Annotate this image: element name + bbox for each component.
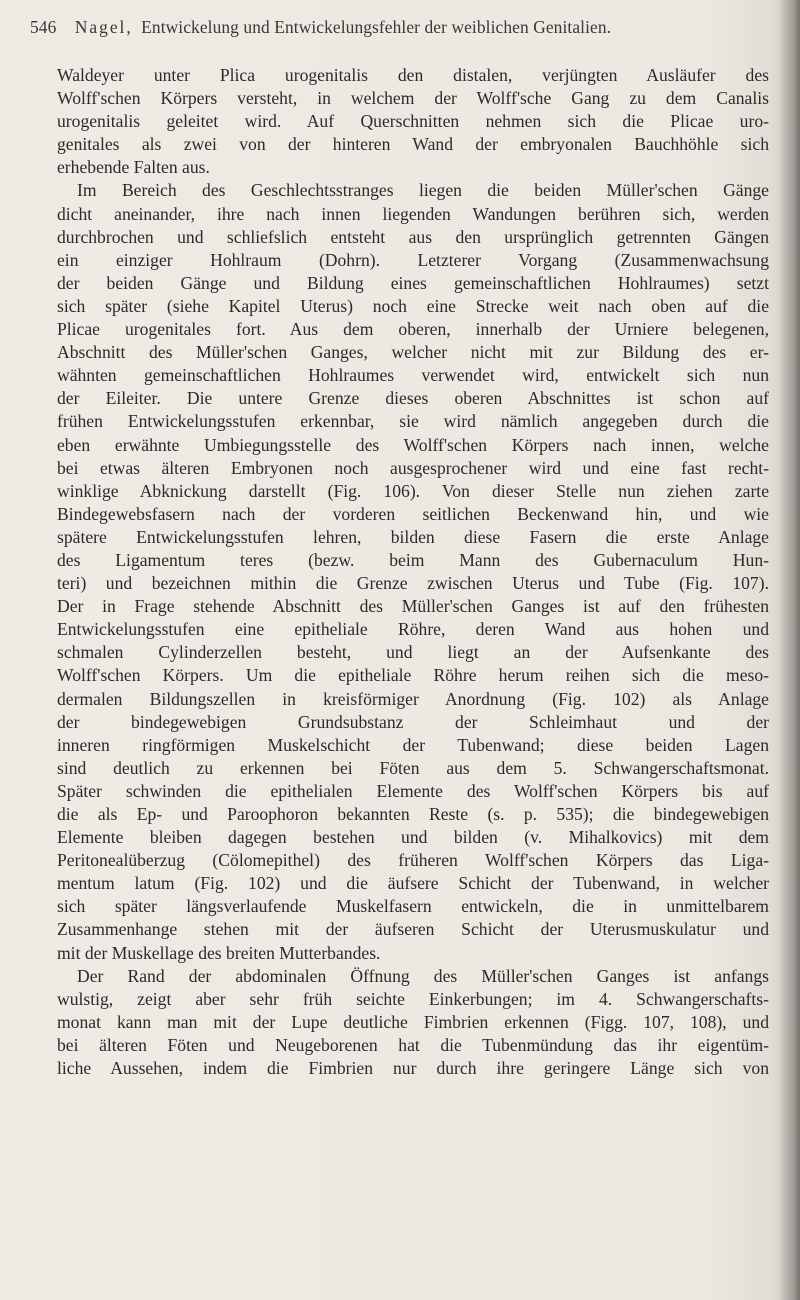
text-line: sich später längsverlaufende Muskelfasern entwickeln, die in unmittelbarem <box>57 896 769 917</box>
text-line: mentum latum (Fig. 102) und die äufsere Schicht der Tubenwand, in welcher <box>57 873 769 894</box>
text-line: wulstig, zeigt aber sehr früh seichte Einkerbungen; im 4. Schwangerschafts- <box>57 988 769 1009</box>
page-number: 546 <box>30 17 57 37</box>
text-line: Zusammenhange stehen mit der äufseren Schicht der Uterusmuskulatur und <box>57 919 769 940</box>
text-line: sich später (siehe Kapitel Uterus) noch eine Strecke weit nach oben auf die <box>57 295 769 316</box>
text-line: die als Ep- und Paroophoron bekannten Reste (s. p. 535); die bindegewebigen <box>57 804 769 824</box>
text-line: spätere Entwickelungsstufen lehren, bilden diese Fasern die erste Anlage <box>57 526 769 547</box>
text-line: Der Rand der abdominalen Öffnung des Müller'schen Ganges ist anfangs <box>77 965 769 986</box>
page-edge-shadow <box>778 0 800 1300</box>
text-line: Der in Frage stehende Abschnitt des Müller'schen Ganges ist auf den frühesten <box>57 596 769 617</box>
running-head-author: Nagel, <box>74 17 133 37</box>
text-line: bei etwas älteren Embryonen noch ausgesprochener wird und eine fast recht- <box>57 457 769 478</box>
body-text <box>57 64 769 1080</box>
text-line: liche Aussehen, indem die Fimbrien nur durch ihre geringere Länge sich von <box>57 1058 769 1079</box>
text-line: Plicae urogenitales fort. Aus dem oberen, innerhalb der Urniere belegenen, <box>57 319 769 340</box>
text-line: Entwickelungsstufen eine epitheliale Röhre, deren Wand aus hohen und <box>57 619 769 640</box>
text-line: dicht aneinander, ihre nach innen liegenden Wandungen berühren sich, werden <box>57 203 769 224</box>
text-line: urogenitalis geleitet wird. Auf Querschnitten nehmen sich die Plicae uro- <box>57 111 769 132</box>
text-line: schmalen Cylinderzellen besteht, und liegt an der Aufsenkante des <box>57 642 769 663</box>
text-line: genitales als zwei von der hinteren Wand der embryonalen Bauchhöhle sich <box>57 134 769 155</box>
text-line: ein einziger Hohlraum (Dohrn). Letzterer Vorgang (Zusammenwachsung <box>57 249 769 270</box>
text-line: Später schwinden die epithelialen Elemente des Wolff'schen Körpers bis auf <box>57 780 769 801</box>
text-line: Peritonealüberzug (Cölomepithel) des früheren Wolff'schen Körpers das Liga- <box>57 850 769 871</box>
text-line: frühen Entwickelungsstufen erkennbar, sie wird nämlich angegeben durch die <box>57 411 769 432</box>
text-line: teri) und bezeichnen mithin die Grenze zwischen Uterus und Tube (Fig. 107). <box>57 573 769 594</box>
text-line: inneren ringförmigen Muskelschicht der Tubenwand; diese beiden Lagen <box>57 734 769 755</box>
text-line: Waldeyer unter Plica urogenitalis den distalen, verjüngten Ausläufer des <box>57 65 769 85</box>
text-line: durchbrochen und schliefslich entsteht aus den ursprünglich getrennten Gängen <box>57 226 769 247</box>
text-line: der Eileiter. Die untere Grenze dieses oberen Abschnittes ist schon auf <box>57 388 769 409</box>
text-line: erhebende Falten aus. <box>57 157 210 178</box>
text-line: wähnten gemeinschaftlichen Hohlraumes verwendet wird, entwickelt sich nun <box>57 365 769 386</box>
text-line: Elemente bleiben dagegen bestehen und bilden (v. Mihalkovics) mit dem <box>57 827 769 848</box>
text-line: sind deutlich zu erkennen bei Föten aus dem 5. Schwangerschaftsmonat. <box>57 757 769 778</box>
text-line: Wolff'schen Körpers. Um die epitheliale Röhre herum reihen sich die meso- <box>57 665 769 686</box>
text-line: dermalen Bildungszellen in kreisförmiger Anordnung (Fig. 102) als Anlage <box>57 688 769 709</box>
text-line: der bindegewebigen Grundsubstanz der Schleimhaut und der <box>57 711 769 732</box>
text-line: der beiden Gänge und Bildung eines gemeinschaftlichen Hohlraumes) setzt <box>57 272 769 293</box>
text-line: Bindegewebsfasern nach der vorderen seitlichen Beckenwand hin, und wie <box>57 503 769 524</box>
text-line: Im Bereich des Geschlechtsstranges liegen die beiden Müller'schen Gänge <box>77 180 769 201</box>
text-line: Wolff'schen Körpers versteht, in welchem der Wolff'sche Gang zu dem Canalis <box>57 88 769 109</box>
text-line: Abschnitt des Müller'schen Ganges, welcher nicht mit zur Bildung des er- <box>57 342 769 363</box>
running-head <box>30 17 770 38</box>
text-line: winklige Abknickung darstellt (Fig. 106). Von dieser Stelle nun ziehen zarte <box>57 480 769 501</box>
running-head-title: Entwickelung und Entwickelungsfehler der weiblichen Genitalien. <box>141 17 612 37</box>
text-line: des Ligamentum teres (bezw. beim Mann des Gubernaculum Hun- <box>57 549 769 570</box>
text-line: bei älteren Föten und Neugeborenen hat die Tubenmündung das ihr eigentüm- <box>57 1034 769 1055</box>
text-line: eben erwähnte Umbiegungsstelle des Wolff'schen Körpers nach innen, welche <box>57 434 769 455</box>
text-line: monat kann man mit der Lupe deutliche Fimbrien erkennen (Figg. 107, 108), und <box>57 1011 769 1032</box>
text-line: mit der Muskellage des breiten Mutterbandes. <box>57 942 381 963</box>
